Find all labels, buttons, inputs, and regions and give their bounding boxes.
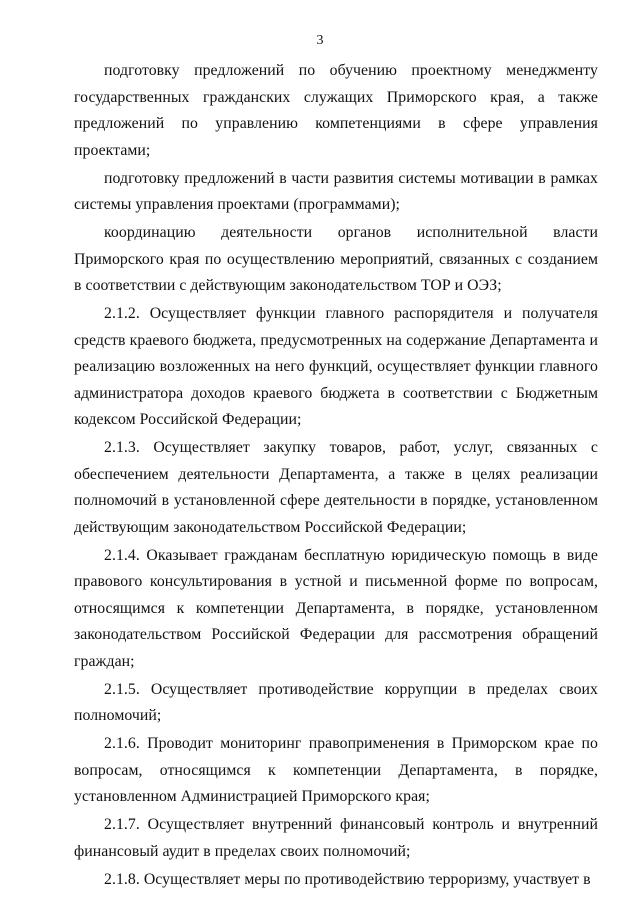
paragraph-2-1-3: 2.1.3. Осуществляет закупку товаров, работ, услуг, связанных с обеспечением деятельности Департамента, а также в целях реализации полномочий в установленной сфере деятельности в порядке, установленном действующим законодательством Российской Федерации;	[74, 439, 598, 536]
paragraph-2-1-8: 2.1.8. Осуществляет меры по противодействию терроризму, участвует в	[104, 870, 591, 888]
paragraph-2-1-6: 2.1.6. Проводит мониторинг правоприменения в Приморском крае по вопросам, относящимся к компетенции Департамента, в порядке, установленном Администрацией Приморского края;	[74, 735, 598, 805]
paragraph-2-1-4: 2.1.4. Оказывает гражданам бесплатную юридическую помощь в виде правового консультирования в устной и письменной форме по вопросам, относящимся к компетенции Департамента, в порядке, установленном законодательством Российской Федерации для рассмотрения обращений граждан;	[74, 546, 598, 670]
paragraph-2-1-7: 2.1.7. Осуществляет внутренний финансовый контроль и внутренний финансовый аудит в пределах своих полномочий;	[74, 816, 598, 860]
document-body	[74, 58, 598, 895]
paragraph-coordination-tor-oez: координацию деятельности органов исполнительной власти Приморского края по осуществлению мероприятий, связанных с созданием в соответствии с действующим законодательством ТОР и ОЭЗ;	[74, 224, 598, 294]
paragraph-motivation-system: подготовку предложений в части развития системы мотивации в рамках системы управления проектами (программами);	[74, 169, 598, 213]
paragraph-2-1-2: 2.1.2. Осуществляет функции главного распорядителя и получателя средств краевого бюджета, предусмотренных на содержание Департамента и реализацию возложенных на него функций, осуществляет функции главного администратора доходов краевого бюджета в соответствии с Бюджетным кодексом Российской Федерации;	[74, 305, 598, 428]
paragraph-2-1-5: 2.1.5. Осуществляет противодействие коррупции в пределах своих полномочий;	[74, 680, 598, 724]
paragraph-project-management-training: подготовку предложений по обучению проектному менеджменту государственных гражданских служащих Приморского края, а также предложений по управлению компетенциями в сфере управления проектами;	[74, 62, 598, 159]
page-number: 3	[316, 33, 324, 48]
